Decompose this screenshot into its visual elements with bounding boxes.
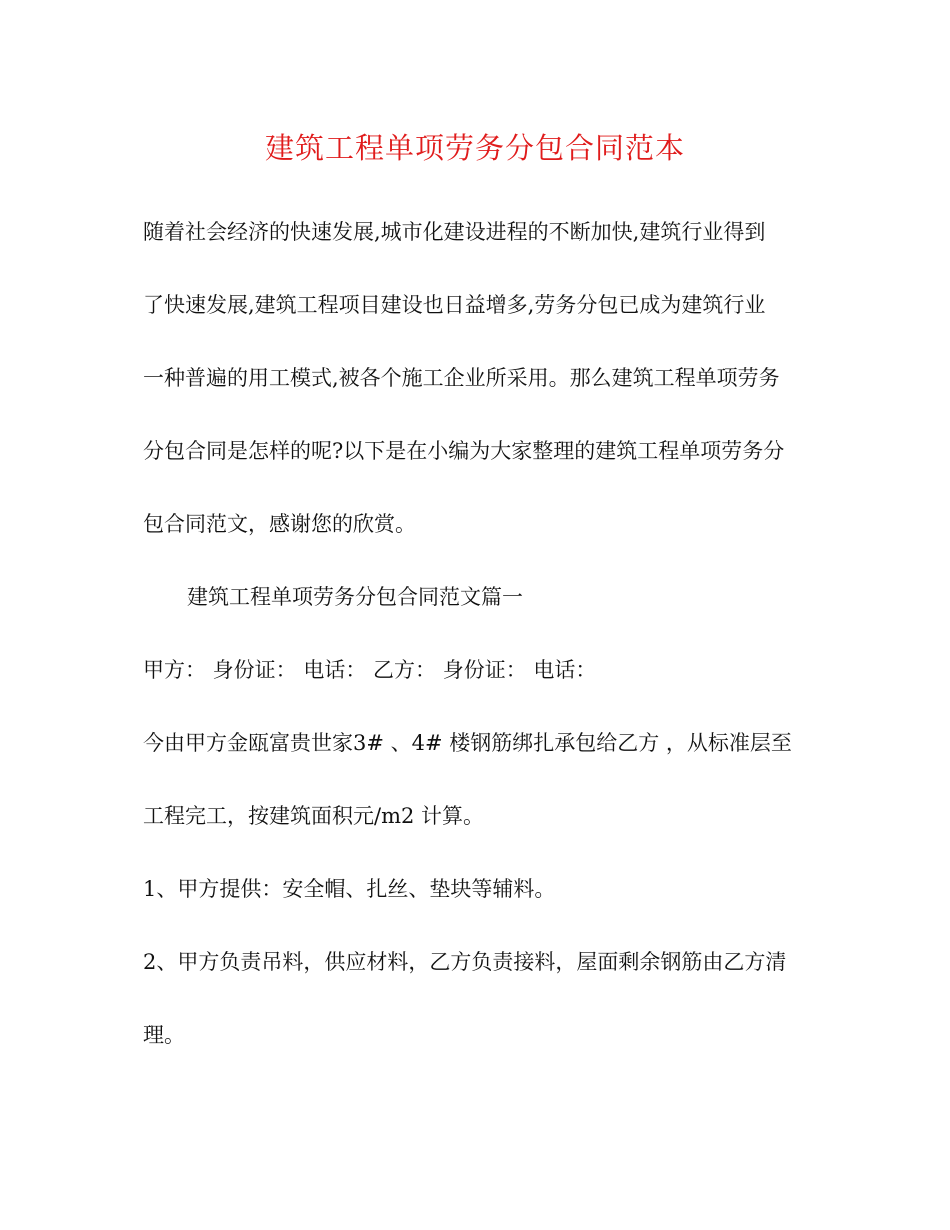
clause-item: 1、甲方提供：安全帽、扎丝、垫块等辅料。 xyxy=(143,877,556,901)
parties-line: 甲方： 身份证： 电话： 乙方： 身份证： 电话： xyxy=(143,658,597,682)
body-line: 包合同范文，感谢您的欣赏。 xyxy=(143,512,416,536)
clause-item: 2、甲方负责吊料，供应材料，乙方负责接料，屋面剩余钢筋由乙方清 xyxy=(143,950,787,974)
section-heading: 建筑工程单项劳务分包合同范文篇一 xyxy=(187,585,523,609)
body-line: 工程完工，按建筑面积元/m2 计算。 xyxy=(143,804,485,828)
body-line: 了快速发展,建筑工程项目建设也日益增多,劳务分包已成为建筑行业 xyxy=(143,293,766,317)
body-line: 一种普遍的用工模式,被各个施工企业所采用。那么建筑工程单项劳务 xyxy=(143,366,780,390)
document-title: 建筑工程单项劳务分包合同范本 xyxy=(264,131,685,165)
body-line: 分包合同是怎样的呢?以下是在小编为大家整理的建筑工程单项劳务分 xyxy=(143,439,785,463)
body-line: 理。 xyxy=(143,1023,185,1047)
body-line: 今由甲方金瓯富贵世家3# 、4# 楼钢筋绑扎承包给乙方 ，从标准层至 xyxy=(143,731,792,755)
body-line: 随着社会经济的快速发展,城市化建设进程的不断加快,建筑行业得到 xyxy=(143,220,766,244)
